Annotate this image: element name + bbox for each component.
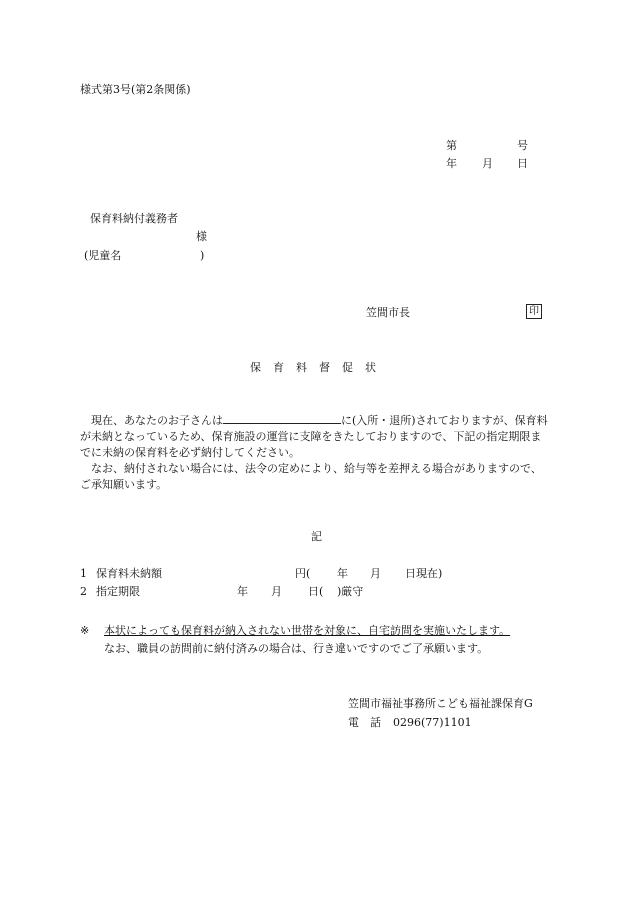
note-mark: ※ <box>80 624 90 637</box>
ki-heading: 記 <box>311 530 322 543</box>
doc-date-month: 月 <box>482 157 493 170</box>
body-p1-rest: に(入所・退所)されておりますが、保育料が未納となっているため、保育施設の運営に支障をきたしておりますので、下記の指定期限までに未納の保育料を必ず納付してください。 <box>80 414 548 459</box>
sender-title: 笠間市長 <box>366 306 410 319</box>
doc-date-day: 日 <box>517 157 528 170</box>
item-1-asof: 日現在) <box>405 567 443 580</box>
item-2-day: 日( <box>308 585 324 598</box>
recipient-label: 保育料納付義務者 <box>90 212 178 225</box>
doc-no-dai: 第 <box>446 139 457 152</box>
facility-name-blank <box>223 413 341 424</box>
body-text <box>80 413 552 493</box>
document-title: 保育料督促状 <box>250 361 388 374</box>
item-1-month: 月 <box>370 567 381 580</box>
contact-phone-label: 電 話 <box>348 716 381 729</box>
item-2-genshu: )厳守 <box>337 585 364 598</box>
item-2-label: 指定期限 <box>96 585 140 598</box>
item-2-month: 月 <box>271 585 282 598</box>
body-paragraph-1 <box>80 413 552 461</box>
doc-date-year: 年 <box>446 157 457 170</box>
form-number: 様式第3号(第2条関係) <box>80 83 191 96</box>
contact-phone: 0296(77)1101 <box>393 716 472 729</box>
recipient-sama: 様 <box>196 230 207 243</box>
contact-office: 笠間市福祉事務所こども福祉課保育G <box>348 697 533 710</box>
body-p1-start: 現在、あなたのお子さんは <box>91 414 223 427</box>
child-name-open: (児童名 <box>84 249 122 262</box>
body-paragraph-2: なお、納付されない場合には、法令の定めにより、給与等を差押える場合がありますので、ご承知願います。 <box>80 461 542 491</box>
item-1-number: 1 <box>80 567 87 580</box>
item-1-year: 年 <box>337 567 348 580</box>
item-1-label: 保育料未納額 <box>96 567 162 580</box>
note-line-2: なお、職員の訪問前に納付済みの場合は、行き違いですのでご了承願います。 <box>104 642 489 655</box>
doc-no-go: 号 <box>517 139 528 152</box>
seal-mark: 印 <box>526 304 542 319</box>
child-name-close: ) <box>200 249 205 262</box>
item-2-number: 2 <box>80 585 87 598</box>
item-2-year: 年 <box>237 585 248 598</box>
item-1-yen: 円( <box>295 567 311 580</box>
note-line-1: 本状によっても保育料が納入されない世帯を対象に、自宅訪問を実施いたします。 <box>104 624 511 637</box>
